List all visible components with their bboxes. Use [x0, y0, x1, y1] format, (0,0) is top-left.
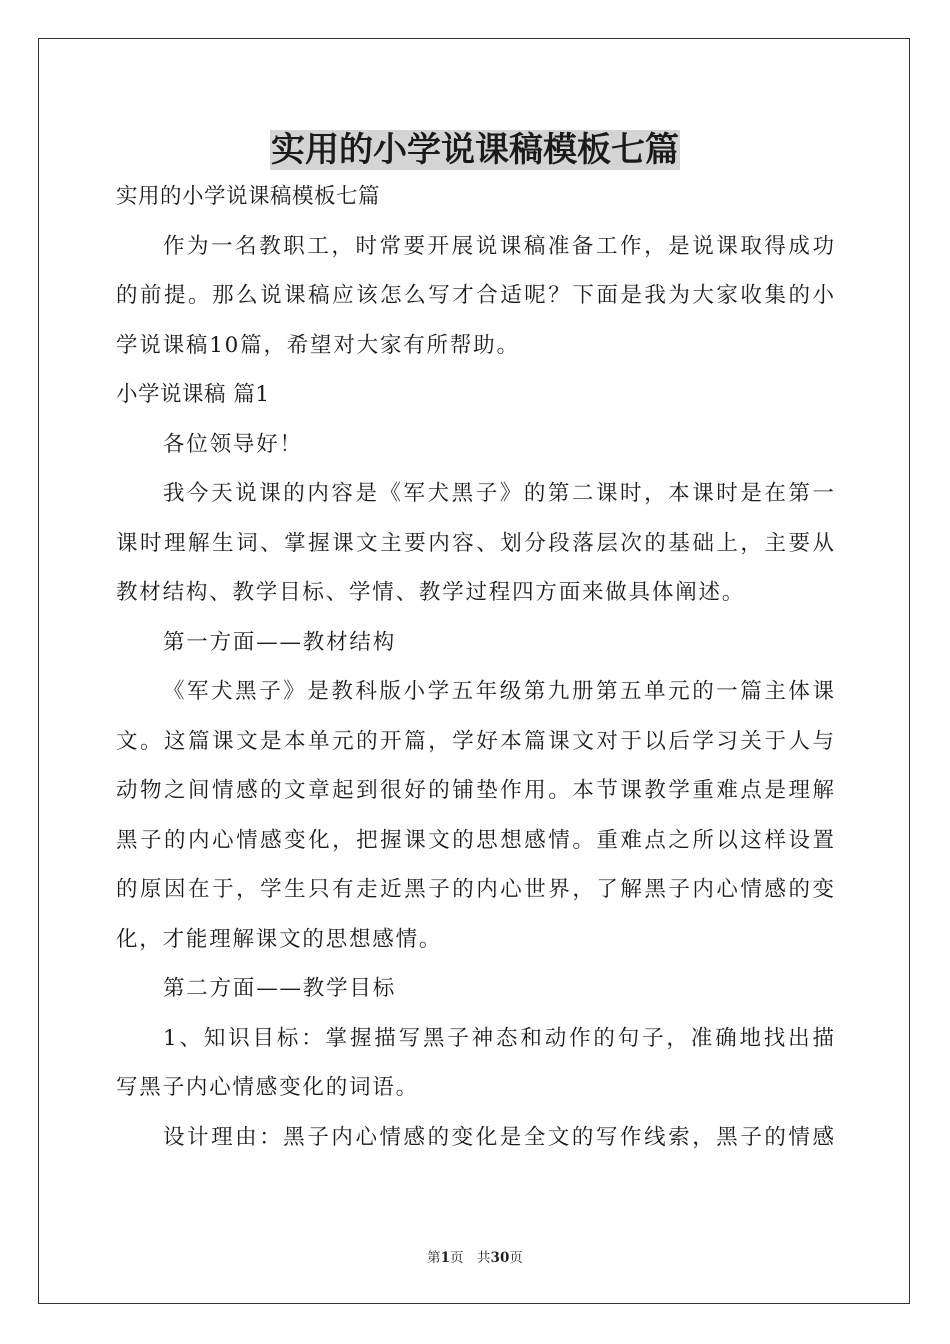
- paragraph-line: 写黑子内心情感变化的词语。: [116, 1075, 419, 1100]
- paragraph-line: 设计理由：黑子内心情感的变化是全文的写作线索，黑子的情感: [163, 1124, 834, 1150]
- paragraph-line: 黑子的内心情感变化，把握课文的思想感情。重难点之所以这样设置: [116, 827, 834, 853]
- page-footer: [0, 1246, 950, 1266]
- footer-suffix: 页: [509, 1250, 523, 1266]
- paragraph-line: 课时理解生词、掌握课文主要内容、划分段落层次的基础上，主要从: [116, 530, 834, 556]
- paragraph-line: 作为一名教职工，时常要开展说课稿准备工作，是说课取得成功: [163, 233, 834, 259]
- paragraph-line: 学说课稿10篇，希望对大家有所帮助。: [116, 332, 520, 358]
- section-heading: 小学说课稿 篇1: [116, 382, 270, 407]
- footer-page-number: 1: [440, 1250, 451, 1266]
- paragraph-line: 的前提。那么说课稿应该怎么写才合适呢？下面是我为大家收集的小: [116, 283, 834, 308]
- paragraph-line: 教材结构、教学目标、学情、教学过程四方面来做具体阐述。: [116, 580, 746, 605]
- paragraph-line: 动物之间情感的文章起到很好的铺垫作用。本节课教学重难点是理解: [116, 778, 834, 803]
- paragraph-line: 我今天说课的内容是《军犬黑子》的第二课时，本课时是在第一: [163, 481, 834, 506]
- document-body: [116, 172, 834, 1162]
- paragraph-line: 化，才能理解课文的思想感情。: [116, 926, 443, 952]
- paragraph-line: 文。这篇课文是本单元的开篇，学好本篇课文对于以后学习关于人与: [116, 728, 834, 754]
- paragraph-line: 各位领导好！: [163, 431, 303, 457]
- subsection-heading: 第二方面——教学目标: [163, 976, 397, 1001]
- subtitle-line: 实用的小学说课稿模板七篇: [116, 184, 381, 209]
- subsection-heading: 第一方面——教材结构: [163, 629, 397, 655]
- paragraph-line: 1、知识目标：掌握描写黑子神态和动作的句子，准确地找出描: [163, 1025, 834, 1051]
- footer-total-pages: 30: [490, 1250, 510, 1266]
- footer-middle: 页 共: [450, 1250, 491, 1266]
- paragraph-line: 的原因在于，学生只有走近黑子的内心世界，了解黑子内心情感的变: [116, 877, 834, 902]
- document-title: [0, 126, 950, 174]
- paragraph-line: 《军犬黑子》是教科版小学五年级第九册第五单元的一篇主体课: [163, 679, 834, 704]
- document-title-text: 实用的小学说课稿模板七篇: [271, 130, 679, 170]
- footer-prefix: 第: [427, 1250, 441, 1266]
